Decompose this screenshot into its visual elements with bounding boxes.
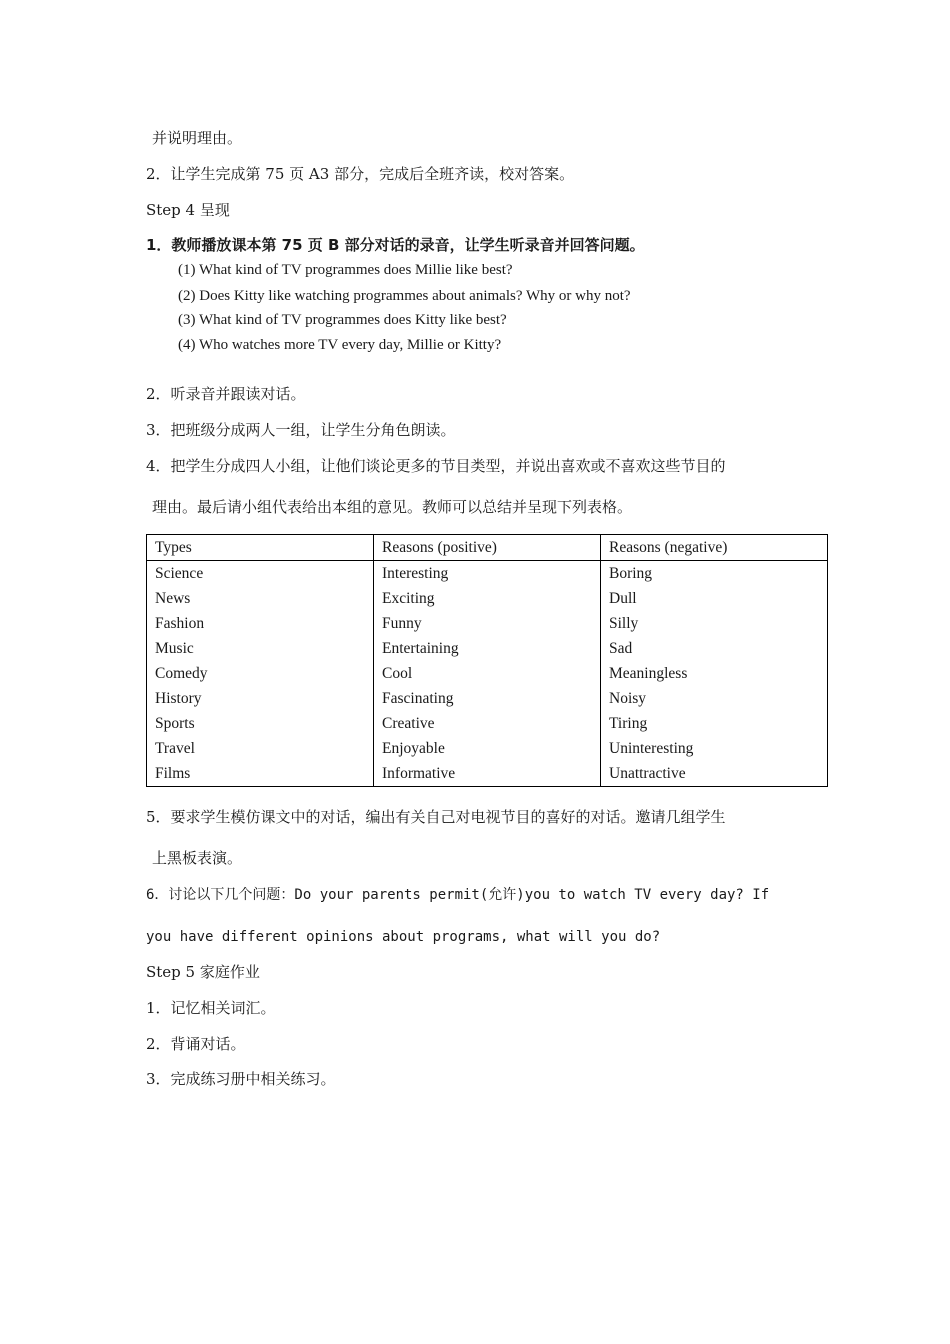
text-line: 并说明理由。	[152, 129, 243, 147]
table-cell: Meaningless	[601, 661, 828, 686]
question-item: (1) What kind of TV programmes does Millie like best?	[178, 262, 513, 278]
column-header: Types	[147, 535, 374, 561]
column-header: Reasons (negative)	[601, 535, 828, 561]
question-item: (3) What kind of TV programmes does Kitty like best?	[178, 312, 507, 328]
instruction-item: 2．听录音并跟读对话。	[146, 385, 306, 403]
table-cell: Silly	[601, 611, 828, 636]
table-cell: Fashion	[147, 611, 374, 636]
instruction-item: 1．教师播放课本第 75 页 B 部分对话的录音，让学生听录音并回答问题。	[146, 236, 645, 254]
table-cell: News	[147, 586, 374, 611]
instruction-item-cont: you have different opinions about programs, what will you do?	[146, 929, 661, 945]
table-header-row	[147, 535, 828, 561]
table-cell: Science	[147, 561, 374, 587]
instruction-item: 6．讨论以下几个问题：Do your parents permit(允许)you to watch TV every day? If	[146, 887, 770, 903]
table-cell: Enjoyable	[374, 736, 601, 761]
table-cell: Creative	[374, 711, 601, 736]
table-row	[147, 586, 828, 611]
section-heading-step4: Step 4 呈现	[146, 201, 230, 219]
table-cell: Cool	[374, 661, 601, 686]
table-cell: Comedy	[147, 661, 374, 686]
instruction-item: 5．要求学生模仿课文中的对话，编出有关自己对电视节目的喜好的对话。邀请几组学生	[146, 808, 726, 826]
table-cell: Unattractive	[601, 761, 828, 787]
table-cell: Dull	[601, 586, 828, 611]
table-cell: Funny	[374, 611, 601, 636]
tv-programme-table	[146, 534, 828, 787]
homework-item: 2．背诵对话。	[146, 1035, 246, 1053]
homework-item: 1．记忆相关词汇。	[146, 999, 276, 1017]
question-item: (4) Who watches more TV every day, Millie or Kitty?	[178, 337, 502, 353]
table-cell: Travel	[147, 736, 374, 761]
homework-item: 3．完成练习册中相关练习。	[146, 1070, 336, 1088]
table-cell: Sports	[147, 711, 374, 736]
table-cell: Films	[147, 761, 374, 787]
table-row	[147, 686, 828, 711]
instruction-item-cont: 上黑板表演。	[152, 849, 243, 867]
instruction-item: 3．把班级分成两人一组，让学生分角色朗读。	[146, 421, 456, 439]
text-line: 2．让学生完成第 75 页 A3 部分，完成后全班齐读，校对答案。	[146, 165, 575, 183]
table-row	[147, 711, 828, 736]
table-row	[147, 736, 828, 761]
table-cell: History	[147, 686, 374, 711]
table-row	[147, 661, 828, 686]
table-row	[147, 561, 828, 587]
question-item: (2) Does Kitty like watching programmes about animals? Why or why not?	[178, 288, 631, 304]
instruction-item-cont: 理由。最后请小组代表给出本组的意见。教师可以总结并呈现下列表格。	[152, 498, 633, 516]
table-cell: Informative	[374, 761, 601, 787]
table-cell: Noisy	[601, 686, 828, 711]
table-cell: Sad	[601, 636, 828, 661]
table-cell: Boring	[601, 561, 828, 587]
section-heading-step5: Step 5 家庭作业	[146, 963, 260, 981]
table-cell: Fascinating	[374, 686, 601, 711]
table-cell: Interesting	[374, 561, 601, 587]
column-header: Reasons (positive)	[374, 535, 601, 561]
table-cell: Uninteresting	[601, 736, 828, 761]
table-cell: Entertaining	[374, 636, 601, 661]
table-row	[147, 636, 828, 661]
table-cell: Music	[147, 636, 374, 661]
table-row	[147, 611, 828, 636]
instruction-item: 4．把学生分成四人小组，让他们谈论更多的节目类型，并说出喜欢或不喜欢这些节目的	[146, 457, 726, 475]
table-cell: Tiring	[601, 711, 828, 736]
table-row	[147, 761, 828, 787]
table-cell: Exciting	[374, 586, 601, 611]
